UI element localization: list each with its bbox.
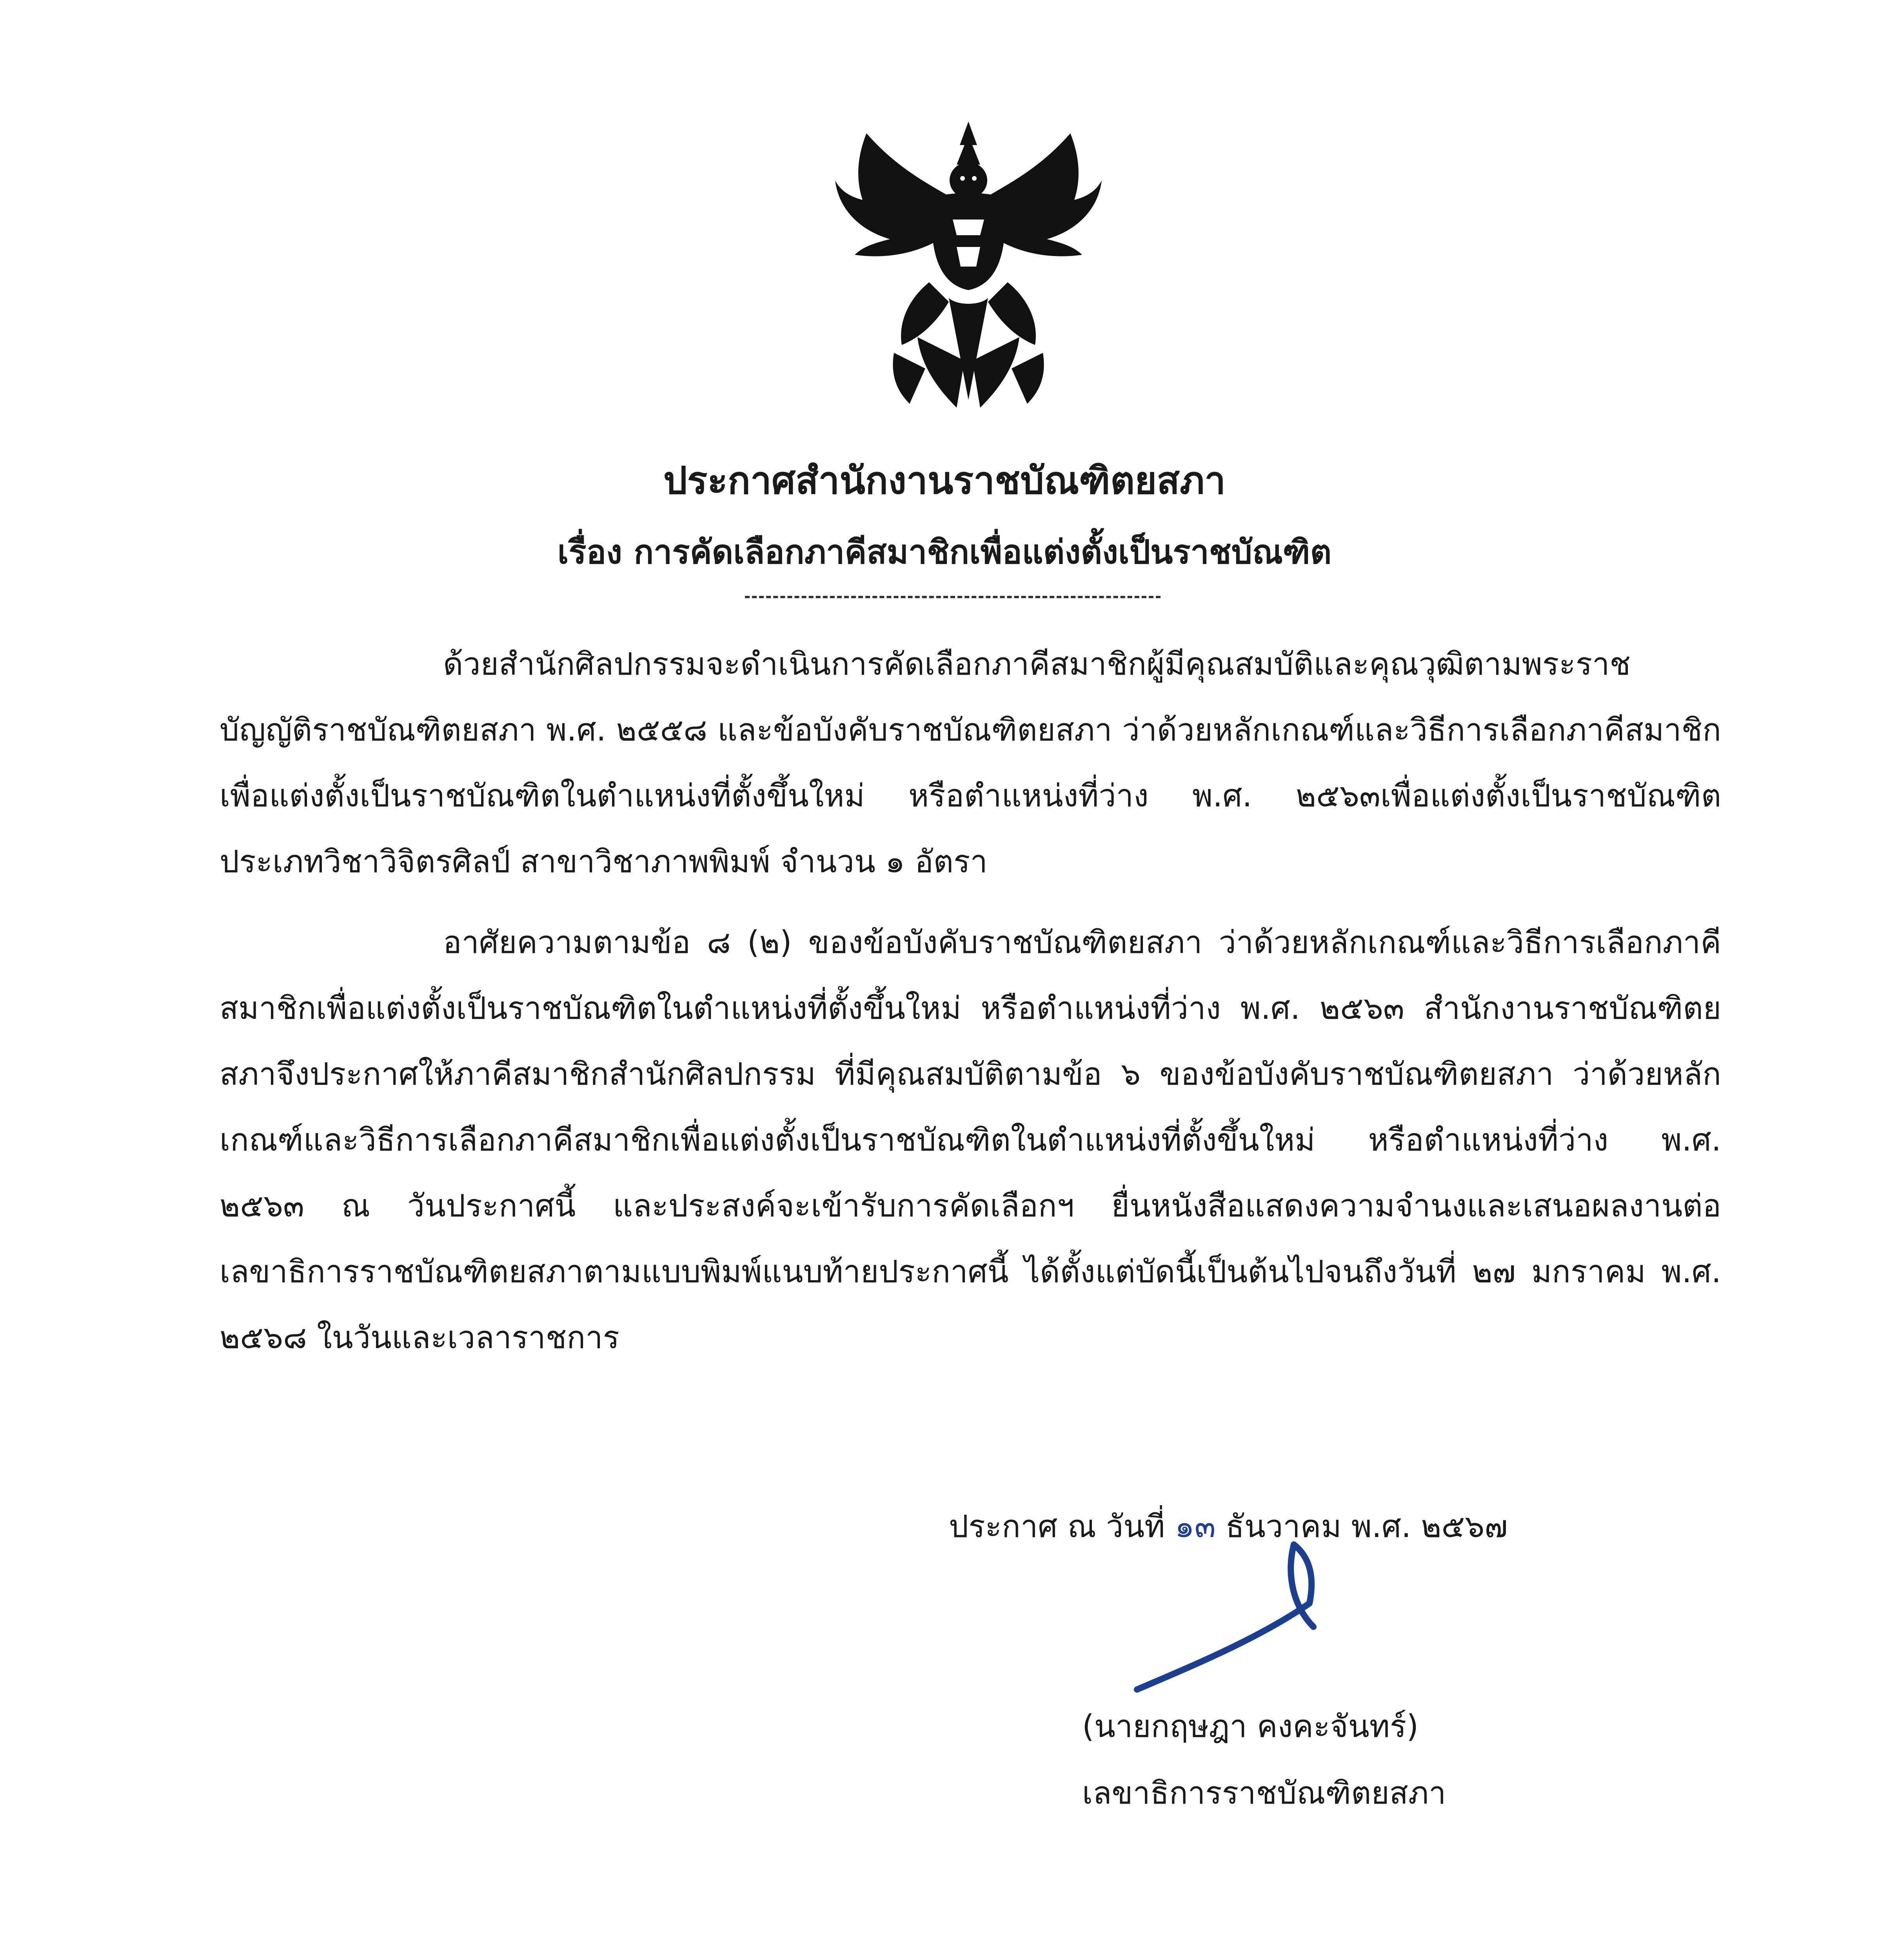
signer-name: (นายกฤษฎา คงคะจันทร์) [1082, 1708, 1419, 1744]
date-suffix: ธันวาคม พ.ศ. ๒๕๖๗ [1225, 1508, 1508, 1544]
body-paragraph-1: ด้วยสำนักศิลปกรรมจะดำเนินการคัดเลือกภาคีสมาชิกผู้มีคุณสมบัติและคุณวุฒิตามพระราชบัญญัติราชบัณฑิตยสภา พ.ศ. ๒๕๕๘ และข้อบังคับราชบัณฑิตยสภา ว่าด้วยหลักเกณฑ์และวิธีการเลือกภาคีสมาชิกเพื่อแต่งตั้งเป็นราชบัณฑิตในตำแหน่งที่ตั้งขึ้นใหม่ หรือตำแหน่งที่ว่าง พ.ศ. ๒๕๖๓เพื่อแต่งตั้งเป็นราชบัณฑิต ประเภทวิชาวิจิตรศิลป์ สาขาวิชาภาพพิมพ์ จำนวน ๑ อัตรา [220, 646, 1721, 880]
body-paragraph-2: อาศัยความตามข้อ ๘ (๒) ของข้อบังคับราชบัณฑิตยสภา ว่าด้วยหลักเกณฑ์และวิธีการเลือกภาคีสมาชิกเพื่อแต่งตั้งเป็นราชบัณฑิตในตำแหน่งที่ตั้งขึ้นใหม่ หรือตำแหน่งที่ว่าง พ.ศ. ๒๕๖๓ สำนักงานราชบัณฑิตยสภาจึงประกาศให้ภาคีสมาชิกสำนักศิลปกรรม ที่มีคุณสมบัติตามข้อ ๖ ของข้อบังคับราชบัณฑิตยสภา ว่าด้วยหลักเกณฑ์และวิธีการเลือกภาคีสมาชิกเพื่อแต่งตั้งเป็นราชบัณฑิตในตำแหน่งที่ตั้งขึ้นใหม่ หรือตำแหน่งที่ว่าง พ.ศ. ๒๕๖๓ ณ วันประกาศนี้ และประสงค์จะเข้ารับการคัดเลือกฯ ยื่นหนังสือแสดงความจำนงและเสนอผลงานต่อเลขาธิการราชบัณฑิตยสภาตามแบบพิมพ์แนบท้ายประกาศนี้ ได้ตั้งแต่บัดนี้เป็นต้นไปจนถึงวันที่ ๒๗ มกราคม พ.ศ. ๒๕๖๘ ในวันและเวลาราชการ [220, 924, 1721, 1356]
title-divider [745, 596, 1161, 598]
date-prefix: ประกาศ ณ วันที่ [949, 1508, 1165, 1544]
signer-title: เลขาธิการราชบัณฑิตยสภา [1082, 1775, 1446, 1811]
document-title: ประกาศสำนักงานราชบัณฑิตยสภา [663, 459, 1226, 503]
handwritten-signature [1129, 1537, 1372, 1701]
date-day: ๑๓ [1175, 1508, 1216, 1544]
document-subject: เรื่อง การคัดเลือกภาคีสมาชิกเพื่อแต่งตั้งเป็นราชบัณฑิต [557, 533, 1332, 571]
garuda-emblem-icon [831, 118, 1106, 416]
